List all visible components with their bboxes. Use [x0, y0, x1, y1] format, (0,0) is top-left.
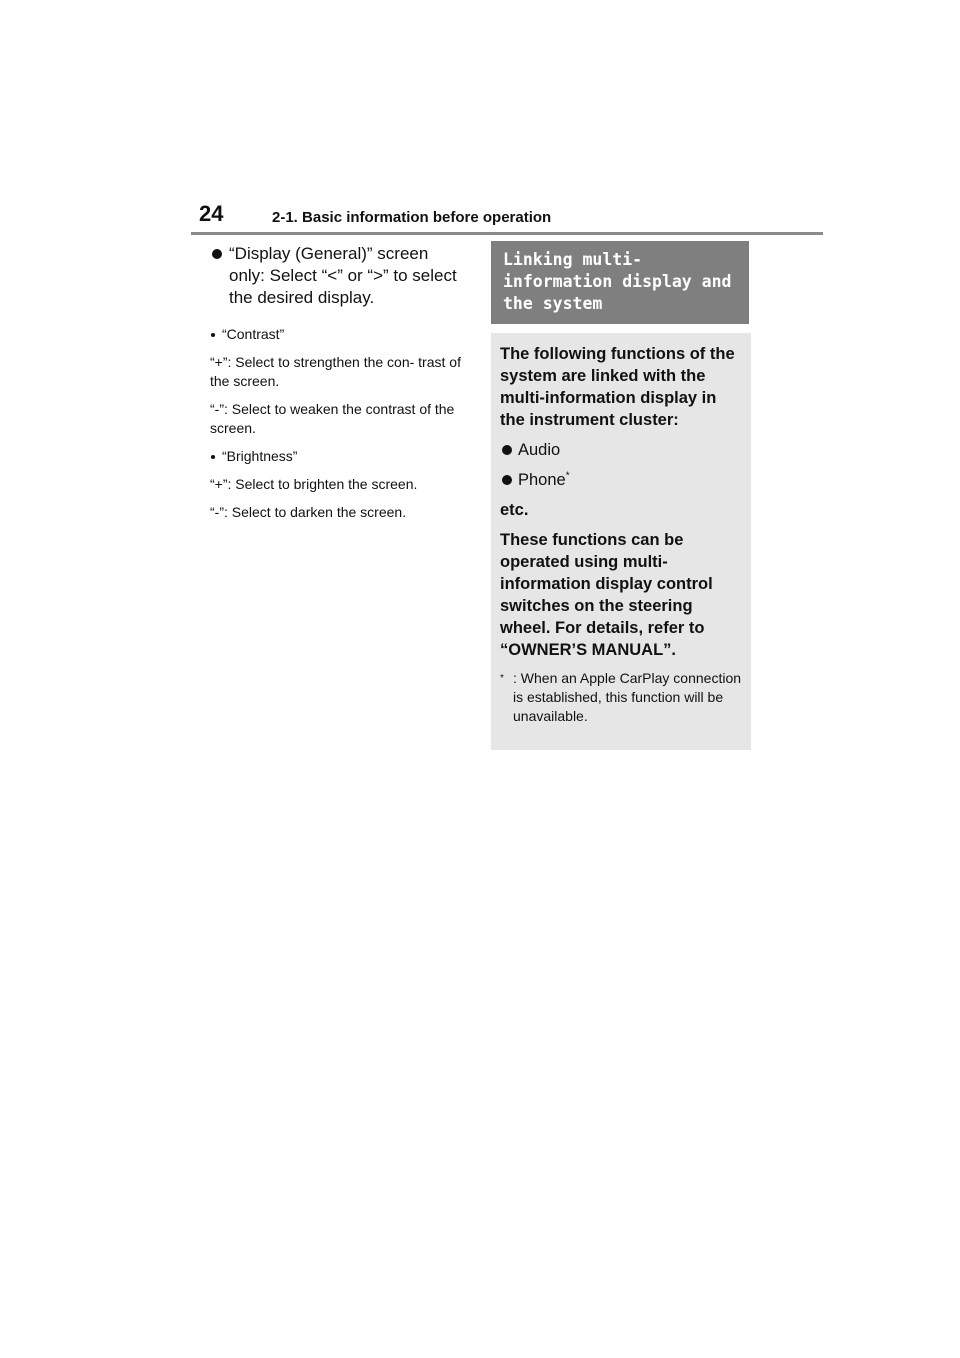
function-item-audio [500, 439, 742, 461]
contrast-minus: “-”: Select to weaken the contrast of the screen. [210, 401, 455, 436]
etc-text: etc. [500, 501, 529, 519]
display-general-text: “Display (General)” screen only: Select “<” or “>” to select the desired display. [229, 244, 457, 307]
function-label-audio: Audio [518, 441, 561, 459]
brightness-minus: “-”: Select to darken the screen. [210, 504, 407, 520]
brightness-plus: “+”: Select to brighten the screen. [210, 476, 418, 492]
header-rule [191, 232, 823, 235]
linking-heading: Linking multi-information display and the system [491, 241, 749, 324]
info-box [491, 333, 751, 750]
function-label-phone: Phone [518, 471, 566, 489]
contrast-label: “Contrast” [222, 326, 285, 342]
footnote-mark [500, 669, 504, 692]
footnote-text: : When an Apple CarPlay connection is established, this function will be unavailable. [513, 670, 742, 724]
bullet-icon [502, 475, 512, 485]
section-title: 2-1. Basic information before operation [272, 209, 552, 226]
left-column [210, 243, 468, 522]
footnote-asterisk: * [500, 673, 504, 684]
bullet-icon [212, 249, 222, 259]
page-number: 24 [199, 201, 224, 226]
footnote-marker: * [565, 470, 570, 482]
brightness-item [210, 447, 468, 466]
function-item-phone [500, 469, 742, 491]
dot-icon [211, 455, 215, 459]
display-general-item [210, 243, 468, 309]
brightness-label: “Brightness” [222, 448, 298, 464]
footnote [500, 669, 742, 726]
bullet-icon [502, 445, 512, 455]
intro-text: The following functions of the system are linked with the multi-information display in the instrument cluster: [500, 345, 735, 429]
dot-icon [211, 333, 215, 337]
contrast-plus: “+”: Select to strengthen the con- trast of the screen. [210, 354, 461, 389]
operation-text: These functions can be operated using multi-information display control switches on the steering wheel. For details, refer to “OWNER’S MANUAL”. [500, 531, 713, 659]
contrast-item [210, 325, 468, 344]
